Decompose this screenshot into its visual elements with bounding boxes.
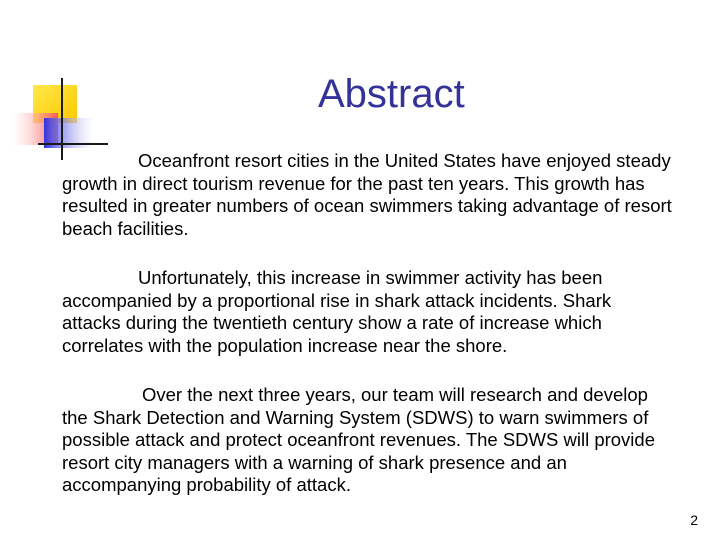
abstract-paragraph-1: Oceanfront resort cities in the United States have enjoyed steady growth in direct tourism revenue for the past ten years. This growth has resulted in greater numbers of ocean swimmers taking advantage of resort beach facilities. xyxy=(62,150,672,239)
page-number: 2 xyxy=(690,512,698,528)
decorative-squares-graphic xyxy=(0,0,110,170)
abstract-paragraph-3: Over the next three years, our team will research and develop the Shark Detection and Warning System (SDWS) to warn swimmers of possible attack and protect oceanfront revenues. The SDWS will provide resort city managers with a warning of shark presence and an accompanying probability of attack. xyxy=(62,384,655,495)
abstract-paragraph-2: Unfortunately, this increase in swimmer activity has been accompanied by a proportional rise in shark attack incidents. Shark attacks during the twentieth century show a rate of increase which correlates with the population increase near the shore. xyxy=(62,267,612,356)
slide-title: Abstract xyxy=(318,72,465,116)
